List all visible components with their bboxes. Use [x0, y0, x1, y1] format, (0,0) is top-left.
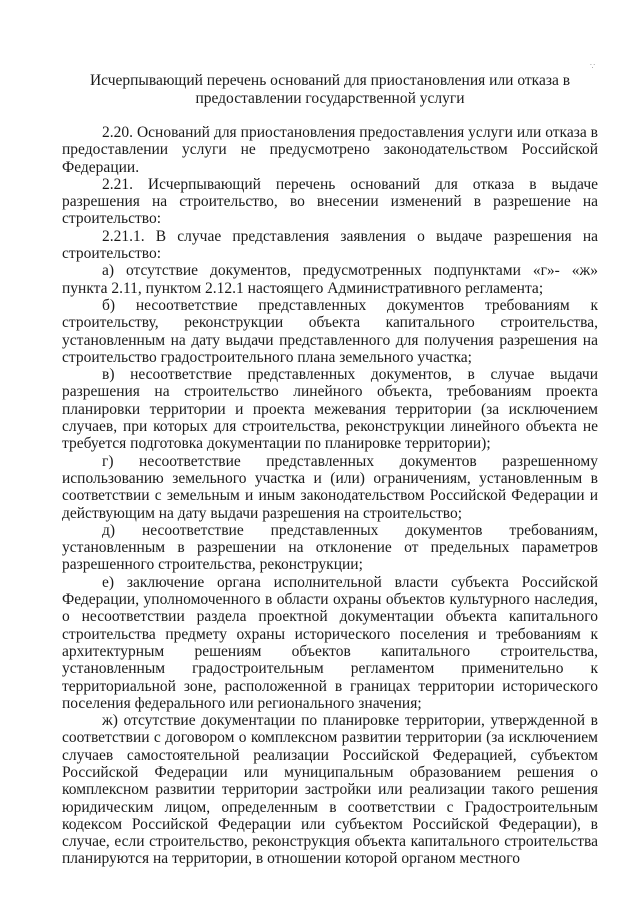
list-item-b: б) несоответствие представленных документов требованиям к строительству, реконструкции объекта капитального строительства, установленным на дату выдачи представленного для получения разрешения на строительство градостроительного плана земельного участка; — [62, 296, 598, 366]
paragraph-2-21: 2.21. Исчерпывающий перечень оснований для отказа в выдаче разрешения на строительство, во внесении изменений в разрешение на строительство: — [62, 175, 598, 228]
section-title — [60, 72, 600, 108]
list-item-g: г) несоответствие представленных документов разрешенному использованию земельного участка и (или) ограничениям, установленным в соответствии с земельным и иным законодательством Российской Федерации и действующим на дату выдачи разрешения на строительство; — [62, 452, 598, 522]
list-item-d: д) несоответствие представленных документов требованиям, установленным в разрешении на отклонение от предельных параметров разрешенного строительства, реконструкции; — [62, 521, 598, 574]
section-title-line-1: Исчерпывающий перечень оснований для приостановления или отказа в — [89, 72, 571, 89]
list-item-e: е) заключение органа исполнительной власти субъекта Российской Федерации, уполномоченного в области охраны объектов культурного наследия, о несоответствии раздела проектной документации объекта капитального строительства предмету охраны исторического поселения и требованиям к архитектурным решениям объектов капитального строительства, установленным градостроительным регламентом применительно к территориальной зоне, расположенной в границах территории исторического поселения федерального или регионального значения; — [62, 573, 598, 712]
document-body — [62, 124, 598, 868]
section-title-line-2: предоставлении государственной услуги — [195, 90, 465, 107]
list-item-v: в) несоответствие представленных документов, в случае выдачи разрешения на строительство линейного объекта, требованиям проекта планировки территории и проекта межевания территории (за исключением случаев, при которых для строительства, реконструкции линейного объекта не требуется подготовка документации по планировке территории); — [62, 366, 598, 453]
corner-mark: ∵ — [590, 62, 596, 71]
list-item-zh: ж) отсутствие документации по планировке территории, утвержденной в соответствии с договором о комплексном развитии территории (за исключением случаев самостоятельной реализации Российской Федерацией, субъектом Российской Федерации или муниципальным образованием решения о комплексном развитии территории застройки или реализации такого решения юридическим лицом, определенным в соответствии с Градостроительным кодексом Российской Федерации или субъектом Российской Федерации), в случае, если строительство, реконструкция объекта капитального строительства планируются на территории, в отношении которой органом местного — [62, 712, 598, 868]
list-item-a: а) отсутствие документов, предусмотренных подпунктами «г»- «ж» пункта 2.11, пунктом 2.12.1 настоящего Административного регламента; — [62, 262, 598, 297]
paragraph-2-21-1: 2.21.1. В случае представления заявления о выдаче разрешения на строительство: — [62, 227, 598, 263]
paragraph-2-20: 2.20. Оснований для приостановления предоставления услуги или отказа в предоставлении услуги не предусмотрено законодательством Российской Федерации. — [62, 124, 598, 176]
